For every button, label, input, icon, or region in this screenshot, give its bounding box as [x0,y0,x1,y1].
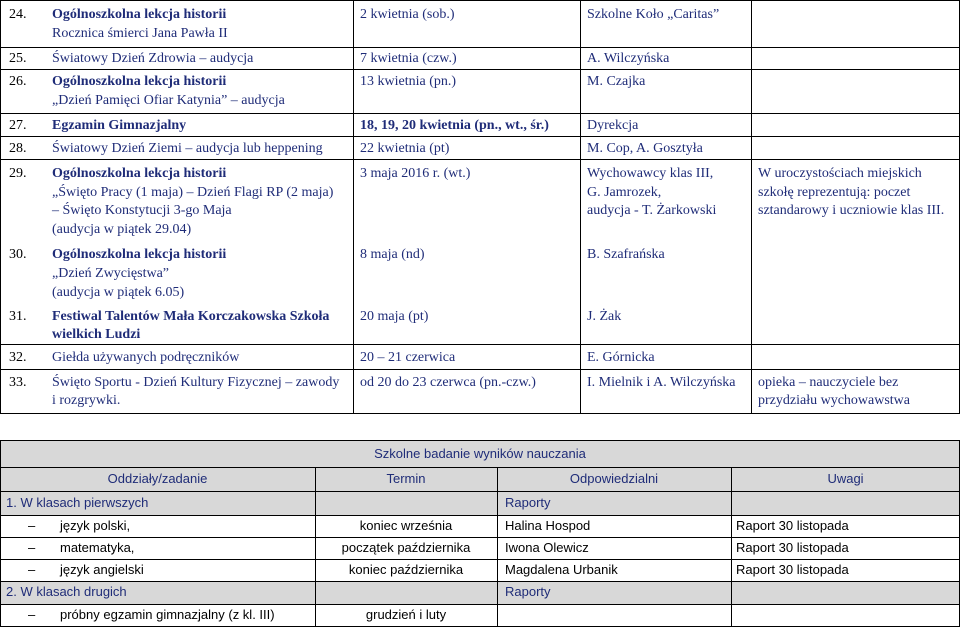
event-note: W uroczystościach miejskich [758,166,922,181]
task-name: język polski, [60,518,131,533]
table-rule [0,515,960,516]
event-responsible: B. Szafrańska [587,247,665,262]
table-rule [0,491,960,492]
dash-bullet: – [28,518,36,533]
group-label: 1. W klasach pierwszych [6,495,149,510]
event-subtitle: „Dzień Pamięci Ofiar Katynia” – audycja [52,93,285,108]
event-responsible: M. Czajka [587,74,646,89]
task-note: Raport 30 listopada [736,562,849,577]
table-rule [0,581,960,582]
task-responsible: Iwona Olewicz [505,540,589,555]
task-name: matematyka, [60,540,135,555]
task-name: próbny egzamin gimnazjalny (z kl. III) [60,607,275,622]
table-rule [0,440,1,627]
table-rule [0,559,960,560]
column-header: Uwagi [827,471,864,486]
event-date: 20 – 21 czerwica [360,350,456,365]
task-responsible: Halina Hospod [505,518,591,533]
task-note: Raport 30 listopada [736,540,849,555]
dash-bullet: – [28,607,36,622]
column-header: Termin [386,471,426,486]
row-number: 27. [9,118,27,133]
event-date: 8 maja (nd) [360,247,425,262]
event-responsible: Wychowawcy klas III, [587,166,714,181]
event-date: 20 maja (pt) [360,309,429,324]
column-header: Oddziały/zadanie [107,471,208,486]
task-term: początek października [341,540,471,555]
table-rule [0,136,960,137]
event-subtitle: – Święto Konstytucji 3-go Maja [52,203,232,218]
table-rule [0,413,960,414]
event-title: i rozgrywki. [52,393,121,408]
event-date: 2 kwietnia (sob.) [360,7,455,22]
event-note: przydziału wychowawstwa [758,393,911,408]
table-rule [580,0,581,414]
event-title: Ogólnoszkolna lekcja historii [52,247,227,262]
event-subtitle: (audycja w piątek 6.05) [52,285,185,300]
event-date: 7 kwietnia (czw.) [360,51,457,66]
table-rule [731,467,732,627]
group-label: 2. W klasach drugich [6,584,127,599]
table-rule [0,369,960,370]
event-subtitle: Rocznica śmierci Jana Pawła II [52,26,228,41]
table-rule [0,344,960,345]
row-number: 31. [9,309,27,324]
dash-bullet: – [28,562,36,577]
table-title: Szkolne badanie wyników nauczania [374,446,586,461]
group-raport-label: Raporty [505,584,551,599]
event-note: sztandarowy i uczniowie klas III. [758,203,945,218]
row-number: 28. [9,141,27,156]
event-responsible: G. Jamrozek, [587,185,662,200]
event-title: Ogólnoszkolna lekcja historii [52,74,227,89]
event-title: Święto Sportu - Dzień Kultury Fizycznej – zawody [52,375,340,390]
event-title: Egzamin Gimnazjalny [52,118,187,133]
event-subtitle: (audycja w piątek 29.04) [52,222,192,237]
column-header: Odpowiedzialni [569,471,659,486]
event-responsible: M. Cop, A. Gosztyła [587,141,703,156]
table-rule [497,467,498,627]
event-note: szkołę reprezentują: poczet [758,185,911,200]
event-responsible: A. Wilczyńska [587,51,670,66]
event-title: Ogólnoszkolna lekcja historii [52,7,227,22]
task-term: koniec września [359,518,453,533]
event-responsible: Dyrekcja [587,118,639,133]
event-subtitle: „Dzień Zwycięstwa” [52,266,169,281]
group-header-band [0,581,960,604]
table-rule [0,0,1,414]
event-date: 3 maja 2016 r. (wt.) [360,166,471,181]
table-rule [0,159,960,160]
dash-bullet: – [28,540,36,555]
event-date: 18, 19, 20 kwietnia (pn., wt., śr.) [360,118,549,133]
event-date: od 20 do 23 czerwca (pn.-czw.) [360,375,536,390]
event-subtitle: „Święto Pracy (1 maja) – Dzień Flagi RP (2 maja) [52,185,334,200]
event-title: Światowy Dzień Ziemi – audycja lub heppening [52,141,323,156]
task-note: Raport 30 listopada [736,518,849,533]
row-number: 26. [9,74,27,89]
task-name: język angielski [60,562,144,577]
table-rule [0,537,960,538]
group-raport-label: Raporty [505,495,551,510]
table-rule [0,440,960,441]
table-rule [0,69,960,70]
event-title: Giełda używanych podręczników [52,350,240,365]
table-rule [0,604,960,605]
event-responsible: J. Żak [587,309,622,324]
event-date: 22 kwietnia (pt) [360,141,450,156]
table-rule [0,0,960,1]
table-rule [353,0,354,414]
task-term: koniec października [348,562,464,577]
table-rule [0,113,960,114]
task-responsible: Magdalena Urbanik [505,562,618,577]
event-title: Ogólnoszkolna lekcja historii [52,166,227,181]
table-rule [751,0,752,414]
row-number: 33. [9,375,27,390]
row-number: 24. [9,7,27,22]
task-term: grudzień i luty [365,607,447,622]
table-rule [0,47,960,48]
table-rule [0,467,960,468]
event-title: Światowy Dzień Zdrowia – audycja [52,51,254,66]
event-responsible: E. Górnicka [587,350,655,365]
row-number: 30. [9,247,27,262]
event-title: wielkich Ludzi [52,327,141,342]
event-responsible: I. Mielnik i A. Wilczyńska [587,375,736,390]
row-number: 25. [9,51,27,66]
row-number: 32. [9,350,27,365]
event-date: 13 kwietnia (pn.) [360,74,457,89]
event-responsible: Szkolne Koło „Caritas” [587,7,720,22]
event-note: opieka – nauczyciele bez [758,375,899,390]
event-title: Festiwal Talentów Mała Korczakowska Szkoła [52,309,330,324]
event-responsible: audycja - T. Żarkowski [587,203,717,218]
row-number: 29. [9,166,27,181]
